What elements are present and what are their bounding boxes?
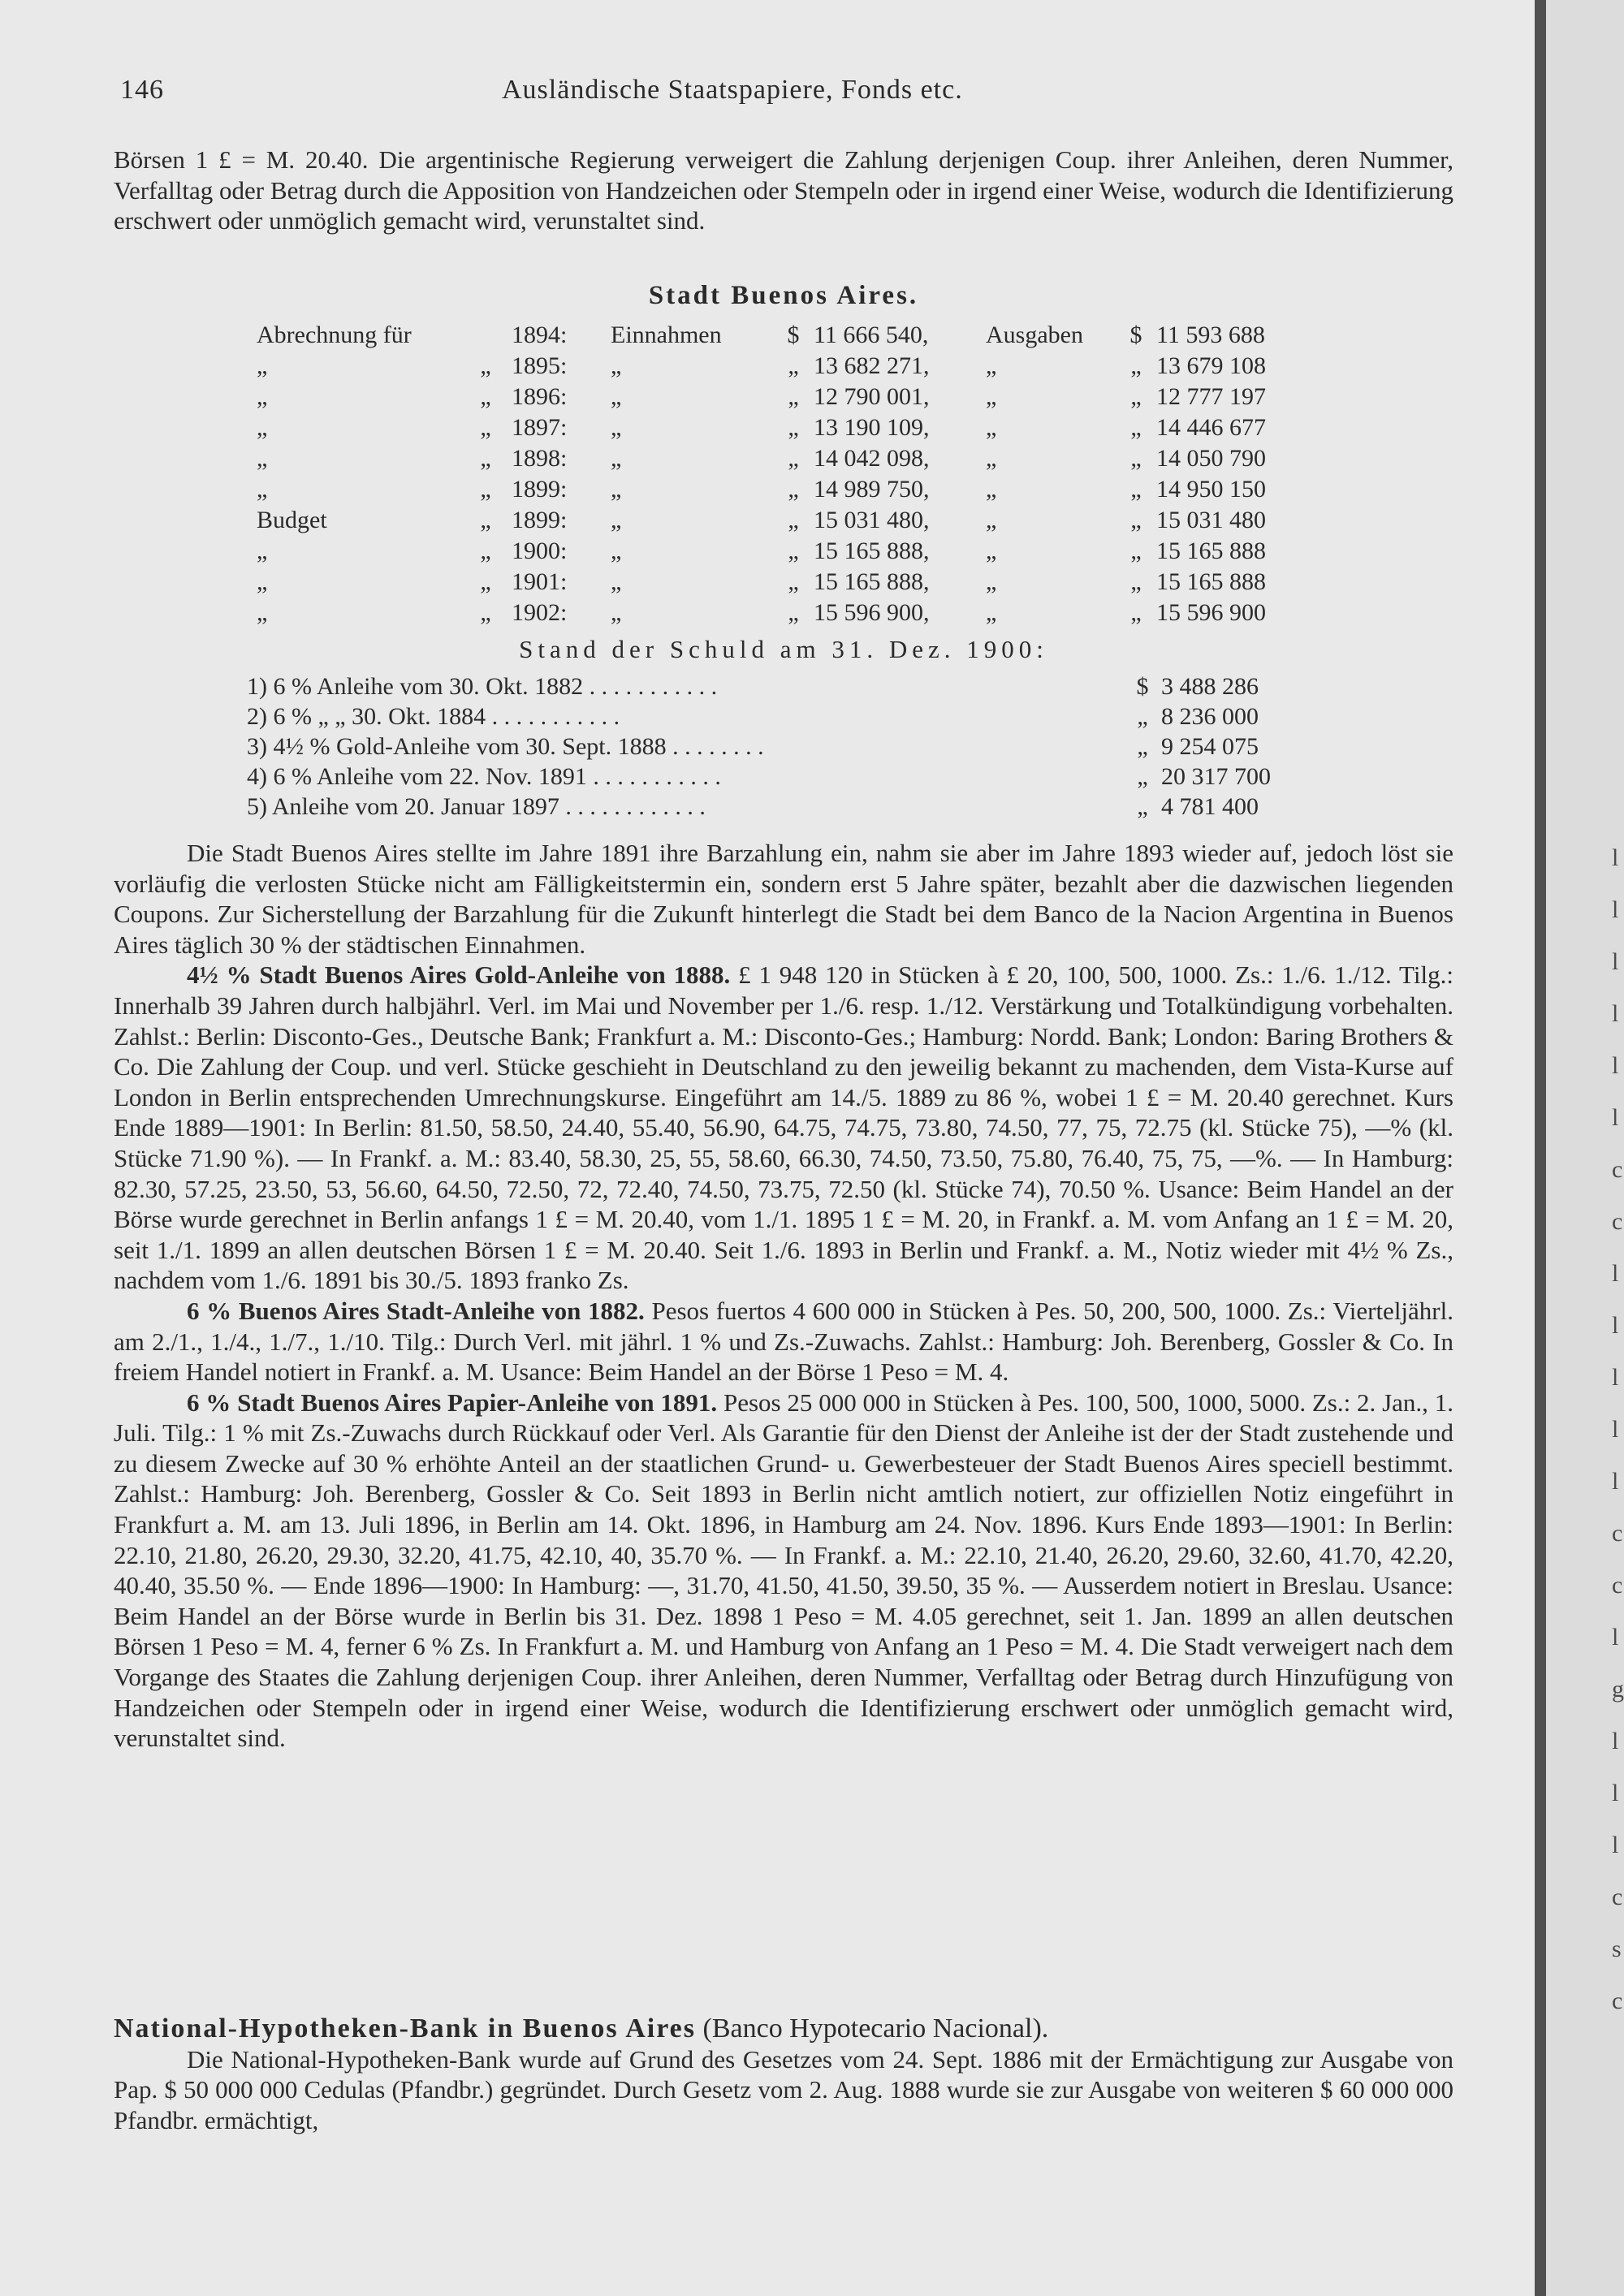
debt-currency: „ (1137, 762, 1148, 790)
income-currency: „ (788, 568, 799, 595)
expense-label: Ausgaben (986, 322, 1083, 348)
income-value: 15 031 480, (814, 507, 930, 533)
row-label: „ (257, 599, 268, 626)
income-value: 15 165 888, (814, 537, 930, 564)
expense-value: 15 165 888 (1156, 568, 1266, 595)
intro-paragraph (114, 145, 1453, 236)
expense-label: „ (986, 414, 997, 441)
accounts-row (252, 474, 1324, 505)
margin-letter: c (1612, 1156, 1623, 1183)
debt-description: 4) 6 % Anleihe vom 22. Nov. 1891 . . . . . . . . . . . (247, 762, 721, 790)
margin-letter: c (1612, 1884, 1623, 1910)
margin-letter: l (1612, 1416, 1619, 1443)
debt-currency: „ (1137, 702, 1148, 730)
expense-currency: „ (1130, 599, 1142, 626)
expense-value: 11 593 688 (1156, 322, 1265, 348)
margin-letter: l (1612, 948, 1619, 975)
accounts-row (252, 412, 1324, 443)
debt-row (244, 732, 1311, 762)
income-currency: $ (787, 322, 800, 348)
row-label: „ (257, 537, 268, 564)
accounts-row (252, 443, 1324, 474)
income-currency: „ (788, 537, 799, 564)
income-label: „ (611, 414, 622, 441)
margin-letter: s (1612, 1936, 1622, 1962)
income-value: 13 682 271, (814, 352, 930, 379)
income-currency: „ (788, 599, 799, 626)
row-year: 1898: (512, 445, 568, 472)
debt-description: 3) 4½ % Gold-Anleihe vom 30. Sept. 1888 . . . . . . . . (247, 732, 764, 760)
expense-currency: „ (1130, 476, 1142, 503)
debt-table (244, 671, 1311, 822)
expense-label: „ (986, 599, 997, 626)
row-label: „ (257, 445, 268, 472)
expense-currency: „ (1130, 507, 1142, 533)
row-year: 1899: (512, 476, 568, 503)
bond-heading: 6 % Stadt Buenos Aires Papier-Anleihe von 1891. (187, 1388, 718, 1417)
income-value: 14 989 750, (814, 476, 930, 503)
debt-currency: $ (1136, 672, 1149, 700)
expense-currency: „ (1130, 537, 1142, 564)
bank-title: National-Hypotheken-Bank in Buenos Aires (114, 2013, 697, 2044)
debt-value: 8 236 000 (1161, 702, 1259, 730)
row-label: Abrechnung für (257, 322, 412, 348)
body-text (114, 838, 1453, 1754)
income-currency: „ (788, 507, 799, 533)
row-label: „ (257, 414, 268, 441)
margin-letter: l (1612, 1624, 1619, 1651)
debt-value: 9 254 075 (1161, 732, 1259, 760)
expense-value: 15 596 900 (1156, 599, 1266, 626)
row-label: „ (257, 476, 268, 503)
accounts-row (252, 505, 1324, 536)
margin-letter: l (1612, 844, 1619, 871)
margin-letter: l (1612, 1832, 1619, 1858)
expense-label: „ (986, 476, 997, 503)
income-currency: „ (788, 445, 799, 472)
debt-value: 4 781 400 (1161, 792, 1259, 820)
accounts-table (252, 320, 1324, 628)
bank-section (114, 2013, 1453, 2135)
debt-value: 3 488 286 (1161, 672, 1259, 700)
row-year: 1902: (512, 599, 568, 626)
row-year: 1900: (512, 537, 568, 564)
page-number: 146 (120, 75, 164, 105)
debt-description: 1) 6 % Anleihe vom 30. Okt. 1882 . . . . . . . . . . . (247, 672, 718, 700)
row-ditto: „ (480, 537, 491, 564)
income-label: Einnahmen (611, 322, 722, 348)
debt-value: 20 317 700 (1161, 762, 1271, 790)
accounts-row (252, 320, 1324, 351)
expense-label: „ (986, 537, 997, 564)
accounts-row (252, 536, 1324, 567)
margin-letter: l (1612, 1052, 1619, 1079)
expense-currency: „ (1130, 352, 1142, 379)
margin-letter: g (1612, 1676, 1624, 1703)
expense-label: „ (986, 383, 997, 410)
expense-value: 13 679 108 (1156, 352, 1266, 379)
row-ditto: „ (480, 568, 491, 595)
row-ditto: „ (480, 599, 491, 626)
row-label: „ (257, 352, 268, 379)
income-value: 15 165 888, (814, 568, 930, 595)
expense-currency: „ (1130, 568, 1142, 595)
bank-heading (114, 2013, 1453, 2044)
row-year: 1899: (512, 507, 568, 533)
margin-letter: l (1612, 1260, 1619, 1287)
margin-letter: l (1612, 1364, 1619, 1391)
expense-currency: $ (1129, 322, 1142, 348)
running-title: Ausländische Staatspapiere, Fonds etc. (502, 75, 963, 105)
margin-letter: l (1612, 1780, 1619, 1806)
income-label: „ (611, 507, 622, 533)
income-label: „ (611, 352, 622, 379)
row-ditto: „ (480, 445, 491, 472)
margin-letter: c (1612, 1987, 1623, 2014)
row-label: „ (257, 383, 268, 410)
margin-letter: c (1612, 1520, 1623, 1547)
expense-value: 14 050 790 (1156, 445, 1266, 472)
bank-subtitle: (Banco Hypotecario Nacional). (696, 2013, 1049, 2044)
row-ditto (464, 320, 507, 351)
income-label: „ (611, 537, 622, 564)
debt-description: 5) Anleihe vom 20. Januar 1897 . . . . . . . . . . . . (247, 792, 706, 820)
income-value: 12 790 001, (814, 383, 930, 410)
income-value: 14 042 098, (814, 445, 930, 472)
income-label: „ (611, 476, 622, 503)
income-label: „ (611, 445, 622, 472)
margin-letter: c (1612, 1208, 1623, 1235)
margin-letter: l (1612, 1000, 1619, 1027)
income-label: „ (611, 568, 622, 595)
income-value: 15 596 900, (814, 599, 930, 626)
paragraph-barzahlung: Die Stadt Buenos Aires stellte im Jahre 1891 ihre Barzahlung ein, nahm sie aber im Jahre 1893 wieder auf, jedoch löst sie vorläufig die verlosten Stücke nicht am Fälligkeitstermin ein, sondern erst 5 Jahre später, bezahlt aber die dazwischen liegenden Coupons. Zur Sicherstellung der Barzahlung für die Zukunft hinterlegt die Stadt bei dem Banco de la Nacion Argentina in Buenos Aires täglich 30 % der städtischen Einnahmen. (114, 839, 1453, 959)
debt-row (244, 792, 1311, 822)
city-title: Stadt Buenos Aires. (648, 281, 919, 310)
row-label: „ (257, 568, 268, 595)
row-year: 1894: (512, 322, 568, 348)
paragraph-papier-anleihe-1891: 6 % Stadt Buenos Aires Papier-Anleihe von 1891. Pesos 25 000 000 in Stücken à Pes. 100, 500, 1000, 5000. Zs.: 2. Jan., 1. Juli. Tilg.: 1 % mit Zs.-Zuwachs durch Rückkauf oder Verl. Als Garantie für den Dienst der Anleihe ist der der Stadt zustehende und zu diesem Zwecke auf 30 % erhöhte Anteil an der staatlichen Grund- u. Gewerbesteuer der Stadt Buenos Aires speciell bestimmt. Zahlst.: Hamburg: Joh. Berenberg, Gossler & Co. Seit 1893 in Berlin nicht amtlich notiert, zur offiziellen Notiz eingeführt in Frankfurt a. M. am 13. Juli 1896, in Berlin am 14. Okt. 1896, in Hamburg am 24. Nov. 1896. Kurs Ende 1893—1901: In Berlin: 22.10, 21.80, 26.20, 29.30, 32.20, 41.75, 42.10, 40, 35.70 %. — In Frankf. a. M.: 22.10, 21.40, 26.20, 29.60, 32.60, 41.70, 42.20, 40.40, 35.50 %. — Ende 1896—1900: In Hamburg: —, 31.70, 41.50, 41.50, 39.50, 35 %. — Ausserdem notiert in Breslau. Usance: Beim Handel an der Börse wurde in Berlin bis 31. Dez. 1898 1 Peso = M. 4.05 gerechnet, seit 1. Jan. 1899 an allen deutschen Börsen 1 Peso = M. 4, ferner 6 % Zs. In Frankfurt a. M. und Hamburg von Anfang an 1 Peso = M. 4. Die Stadt verweigert nach dem Vorgange des Staates die Zahlung derjenigen Coup. ihrer Anleihen, deren Nummer, Verfalltag oder Betrag durch Hinzufügung von Handzeichen oder Stempeln oder in irgend einer Weise, wodurch die Identifizierung erschwert oder unmöglich gemacht wird, verunstaltet sind. (114, 1388, 1453, 1753)
intro-text: Börsen 1 £ = M. 20.40. Die argentinische Regierung verweigert die Zahlung derjenigen Coup. ihrer Anleihen, deren Nummer, Verfalltag oder Betrag durch die Apposition von Handzeichen oder Stempeln oder in irgend einer Weise, wodurch die Identifizierung erschwert oder unmöglich gemacht wird, verunstaltet sind. (114, 145, 1453, 235)
debt-row (244, 762, 1311, 792)
row-year: 1897: (512, 414, 568, 441)
margin-letter: l (1612, 1104, 1619, 1131)
debt-description: 2) 6 % „ „ 30. Okt. 1884 . . . . . . . . . . . (247, 702, 620, 730)
expense-value: 12 777 197 (1156, 383, 1266, 410)
debt-row (244, 671, 1311, 701)
page-edge (1535, 0, 1546, 2296)
row-year: 1895: (512, 352, 568, 379)
accounts-row (252, 567, 1324, 598)
bond-heading: 4½ % Stadt Buenos Aires Gold-Anleihe von 1888. (187, 960, 731, 990)
debt-currency: „ (1137, 792, 1148, 820)
debt-title: Stand der Schuld am 31. Dez. 1900: (519, 635, 1048, 663)
accounts-row (252, 382, 1324, 412)
expense-value: 14 950 150 (1156, 476, 1266, 503)
expense-label: „ (986, 568, 997, 595)
expense-value: 14 446 677 (1156, 414, 1266, 441)
expense-currency: „ (1130, 383, 1142, 410)
expense-currency: „ (1130, 414, 1142, 441)
row-ditto: „ (480, 352, 491, 379)
margin-letter: l (1612, 1468, 1619, 1495)
margin-letter: l (1612, 896, 1619, 923)
expense-label: „ (986, 507, 997, 533)
row-label: Budget (257, 507, 327, 533)
row-ditto: „ (480, 507, 491, 533)
row-ditto: „ (480, 414, 491, 441)
paragraph-stadt-anleihe-1882: 6 % Buenos Aires Stadt-Anleihe von 1882. Pesos fuertos 4 600 000 in Stücken à Pes. 50, 200, 500, 1000. Zs.: Vierteljährl. am 2./1., 1./4., 1./7., 1./10. Tilg.: Durch Verl. mit jährl. 1 % und Zs.-Zuwachs. Zahlst.: Hamburg: Joh. Berenberg, Gossler & Co. In freiem Handel notiert in Frankf. a. M. Usance: Beim Handel an der Börse 1 Peso = M. 4. (114, 1296, 1453, 1387)
expense-value: 15 031 480 (1156, 507, 1266, 533)
bond-heading: 6 % Buenos Aires Stadt-Anleihe von 1882. (187, 1296, 645, 1325)
expense-label: „ (986, 352, 997, 379)
row-year: 1901: (512, 568, 568, 595)
income-currency: „ (788, 476, 799, 503)
income-value: 11 666 540, (814, 322, 929, 348)
expense-currency: „ (1130, 445, 1142, 472)
running-header (120, 75, 1452, 115)
expense-label: „ (986, 445, 997, 472)
paragraph-gold-anleihe-1888: 4½ % Stadt Buenos Aires Gold-Anleihe von 1888. £ 1 948 120 in Stücken à £ 20, 100, 500, 1000. Zs.: 1./6. 1./12. Tilg.: Innerhalb 39 Jahren durch halbjährl. Verl. im Mai und November per 1./6. resp. 1./12. Verstärkung und Totalkündigung vorbehalten. Zahlst.: Berlin: Disconto-Ges., Deutsche Bank; Frankfurt a. M.: Disconto-Ges.; Hamburg: Nordd. Bank; London: Baring Brothers & Co. Die Zahlung der Coup. und verl. Stücke geschieht in Deutschland zu den jeweilig bekannt zu machenden, dem Vista-Kurse auf London in Berlin entsprechenden Umrechnungskurse. Eingeführt am 14./5. 1889 zu 86 %, wobei 1 £ = M. 20.40 gerechnet. Kurs Ende 1889—1901: In Berlin: 81.50, 58.50, 24.40, 55.40, 56.90, 64.75, 74.75, 73.80, 74.50, 77, 75, 72.75 (kl. Stücke 75), —% (kl. Stücke 71.90 %). — In Frankf. a. M.: 83.40, 58.30, 25, 55, 58.60, 66.30, 74.50, 73.50, 75.80, 76.40, 75, 75, —%. — In Hamburg: 82.30, 57.25, 23.50, 53, 56.60, 64.50, 72.50, 72, 72.40, 74.50, 73.75, 72.50 (kl. Stücke 74), 70.50 %. Usance: Beim Handel an der Börse wurde gerechnet in Berlin anfangs 1 £ = M. 20.40, vom 1./1. 1895 1 £ = M. 20, in Frankf. a. M. vom Anfang an 1 £ = M. 20, seit 1./1. 1899 an allen deutschen Börsen 1 £ = M. 20.40. Seit 1./6. 1893 in Berlin und Frankf. a. M., Notiz wieder mit 4½ % Zs., nachdem vom 1./6. 1891 bis 30./5. 1893 franko Zs. (114, 960, 1453, 1295)
income-currency: „ (788, 383, 799, 410)
income-currency: „ (788, 352, 799, 379)
income-value: 13 190 109, (814, 414, 930, 441)
bank-text: Die National-Hypotheken-Bank wurde auf Grund des Gesetzes vom 24. Sept. 1886 mit der Ermächtigung zur Ausgabe von Pap. $ 50 000 000 Cedulas (Pfandbr.) gegründet. Durch Gesetz vom 2. Aug. 1888 wurde sie zur Ausgabe von weiteren $ 60 000 000 Pfandbr. ermächtigt, (114, 2044, 1453, 2134)
accounts-row (252, 598, 1324, 628)
accounts-row (252, 351, 1324, 382)
margin-letter: c (1612, 1572, 1623, 1599)
debt-row (244, 701, 1311, 732)
income-label: „ (611, 383, 622, 410)
expense-value: 15 165 888 (1156, 537, 1266, 564)
margin-letter: l (1612, 1728, 1619, 1754)
income-label: „ (611, 599, 622, 626)
margin-letter: l (1612, 1312, 1619, 1339)
row-ditto: „ (480, 383, 491, 410)
row-year: 1896: (512, 383, 568, 410)
row-ditto: „ (480, 476, 491, 503)
income-currency: „ (788, 414, 799, 441)
debt-currency: „ (1137, 732, 1148, 760)
